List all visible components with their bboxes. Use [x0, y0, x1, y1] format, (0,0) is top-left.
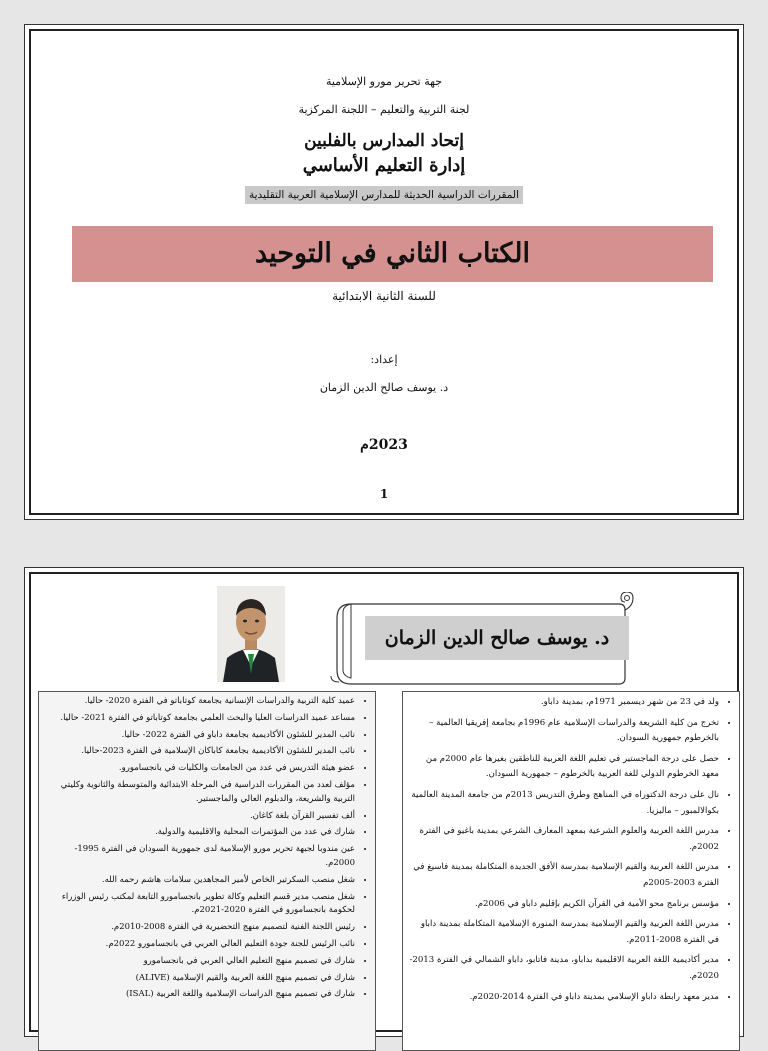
bio-list-item: • نائب المدير للشئون الأكاديمية بجامعة كاباكان الإسلامية في الفترة 2023-حاليا. — [45, 745, 355, 759]
bio-list-item: • شارك في عدد من المؤتمرات المحلية والاقليمية والدولية. — [45, 826, 355, 840]
bio-list-item: • مدرس اللغة العربية والعلوم الشرعية بمعهد المعارف الشرعي بمدينة باغيو في الفترة 2002م. — [409, 824, 719, 855]
bio-list-item: • نائب الرئيس للجنة جودة التعليم العالي العربي في بانجسامورو 2022م. — [45, 938, 355, 952]
bio-list-item: • تخرج من كلية الشريعة والدراسات الإسلامية عام 1996م بجامعة إفريقيا العالمية – بالخرطوم جمهورية السودان. — [409, 716, 719, 747]
cover-frame — [29, 29, 739, 515]
bio-list-item: • رئيس اللجنة الفنية لتصميم منهج التحضيرية في الفترة 2008-2010م. — [45, 921, 355, 935]
bio-right-column — [402, 691, 740, 1051]
bio-list-item: • مدير أكاديمية اللغة العربية الاقليمية بداباو، مدينة فاتابو، داباو الشمالي في الفترة 2013-2020م. — [409, 953, 719, 984]
administration-name: إدارة التعليم الأساسي — [302, 155, 466, 176]
bio-list-item: • شارك في تصميم منهج التعليم العالي العربي في بانجسامورو — [45, 955, 355, 969]
bio-list-item: • عميد كلية التربية والدراسات الإنسانية بجامعة كوتاباتو في الفترة 2020- حاليا. — [45, 695, 355, 709]
bio-list-item: • شغل منصب مدير قسم التعليم وكالة تطوير بانجسامورو التابعة لمكتب رئيس الوزراء لحكومة بانجسامورو في الفترة 2020-2021م. — [45, 891, 355, 919]
bio-left-column — [38, 691, 376, 1051]
bio-list-item: • ألف تفسير القرآن بلغة كاغان. — [45, 810, 355, 824]
prepared-by-label: إعداد: — [370, 353, 398, 366]
page-number: 1 — [379, 487, 389, 501]
cover-page — [24, 24, 744, 520]
bio-list-item: • نائب المدير للشئون الأكاديمية بجامعة داباو في الفترة 2022- حاليا. — [45, 729, 355, 743]
bio-list-item: • مدير معهد رابطة داباو الإسلامي بمدينة داباو في الفترة 2014-2020م. — [409, 990, 719, 1006]
author-name-heading: د. يوسف صالح الدين الزمان — [365, 616, 629, 660]
bio-list-item: • نال على درجة الدكتوراه في المناهج وطرق التدريس 2013م من جامعة المدينة العالمية بكوالالمبور – ماليزيا. — [409, 788, 719, 819]
union-name: إتحاد المدارس بالفلبين — [304, 131, 464, 151]
bio-left-list — [45, 695, 367, 1002]
publication-year: 2023م — [360, 437, 408, 453]
committee-name: لجنة التربية والتعليم – اللجنة المركزية — [298, 103, 470, 116]
bio-list-item: • عين مندوبا لجبهة تحرير مورو الإسلامية لدى جمهورية السودان في الفترة 1995-2000م. — [45, 843, 355, 871]
bio-page — [24, 567, 744, 1037]
author-name: د. يوسف صالح الدين الزمان — [319, 381, 449, 394]
bio-list-item: • شارك في تصميم منهج اللغة العربية والقيم الإسلامية (ALIVE) — [45, 972, 355, 986]
bio-list-item: • ولد في 23 من شهر ديسمبر 1971م، بمدينة داباو. — [409, 695, 719, 711]
bio-list-item: • مساعد عميد الدراسات العليا والبحث العلمي بجامعة كوتاباتو في الفترة 2021- حاليا. — [45, 712, 355, 726]
bio-list-item: • حصل على درجة الماجستير في تعليم اللغة العربية للناطقين بغيرها عام 2000م من معهد الخرطوم الدولي للغة العربية بالخرطوم – جمهورية السودان. — [409, 752, 719, 783]
subtitle-wrap — [31, 183, 737, 204]
org-name: جهة تحرير مورو الإسلامية — [325, 75, 443, 88]
bio-list-item: • مدرس اللغة العربية والقيم الإسلامية بمدرسة الأفق الجديدة المتكاملة بمدينة فاسيغ في الفترة 2003-2005م — [409, 860, 719, 891]
book-title: الكتاب الثاني في التوحيد — [72, 226, 713, 282]
bio-list-item: • مدرس اللغة العربية والقيم الإسلامية بمدرسة المنورة الإسلامية المتكاملة بمدينة داباو في الفترة 2008-2011م. — [409, 917, 719, 948]
bio-list-item: • شارك في تصميم منهج الدراسات الإسلامية واللغة العربية (ISAL) — [45, 988, 355, 1002]
bio-list-item: • عضو هيئة التدريس في عدد من الجامعات والكليات في بانجسامورو. — [45, 762, 355, 776]
grade-level: للسنة الثانية الابتدائية — [332, 289, 436, 303]
bio-list-item: • شغل منصب السكرتير الخاص لأمير المجاهدين سلامات هاشم رحمه الله. — [45, 874, 355, 888]
bio-right-list — [409, 695, 731, 1005]
curriculum-subtitle: المقررات الدراسية الحديثة للمدارس الإسلامية العربية التقليدية — [245, 186, 523, 204]
bio-list-item: • مؤلف لعدد من المقررات الدراسية في المرحلة الابتدائية والمتوسطة والثانوية وكليتي التربية والشريعة، والدبلوم العالي والماجستير. — [45, 779, 355, 807]
author-portrait-icon — [217, 586, 285, 682]
bio-list-item: • مؤسس برنامج محو الأمية في القرآن الكريم بإقليم داباو في 2006م. — [409, 897, 719, 913]
bio-frame — [29, 572, 739, 1032]
